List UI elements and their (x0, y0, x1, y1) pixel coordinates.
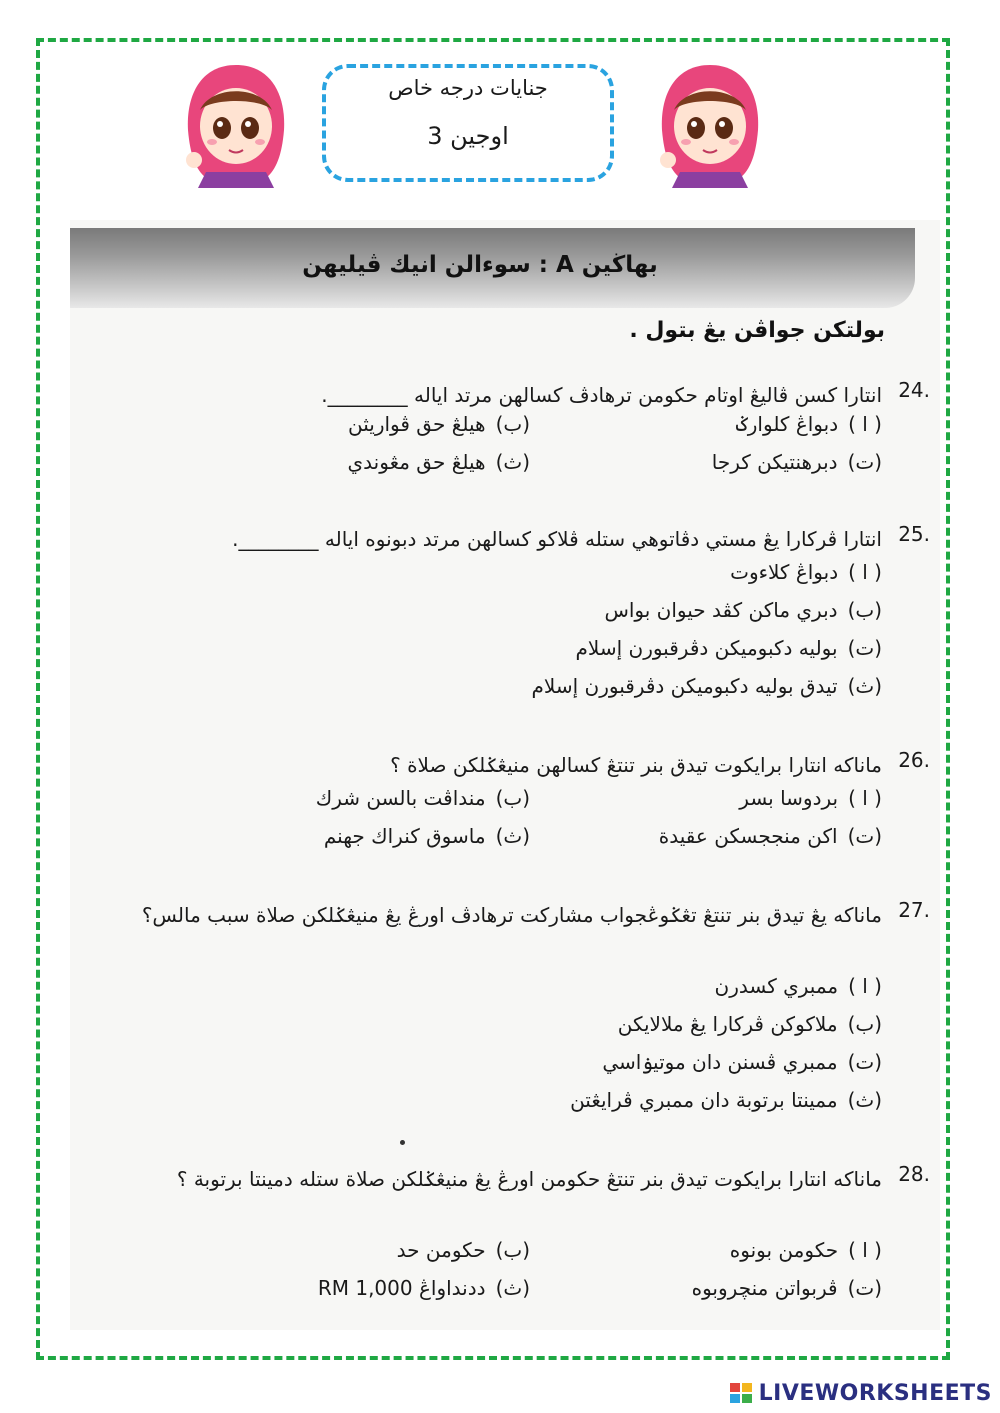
option-d[interactable] (570, 1088, 882, 1112)
question-28 (90, 1162, 930, 1322)
option-a[interactable] (736, 412, 882, 436)
option-label: (ب) (495, 412, 530, 436)
option-label: (ث) (495, 450, 530, 474)
option-text: ممينتا برتوبة دان ممبري ڤرايڠتن (570, 1088, 838, 1112)
option-label: (ب) (847, 1012, 882, 1036)
question-27 (90, 898, 930, 1128)
option-text: دبرهنتيكن كرجا (711, 450, 838, 474)
option-label: ( ا ) (848, 786, 882, 810)
option-text: ممبري ڤسنن دان موتيۏاسي (602, 1050, 838, 1074)
option-b[interactable] (348, 412, 530, 436)
option-d[interactable] (318, 1276, 530, 1300)
option-b[interactable] (397, 1238, 530, 1262)
option-label: (ت) (847, 824, 882, 848)
option-c[interactable] (576, 636, 882, 660)
option-a[interactable] (715, 974, 882, 998)
option-text: هيلڠ حق ڤواريثن (348, 412, 486, 436)
liveworksheets-logo[interactable] (729, 1378, 992, 1408)
option-text: دبواڠ كلاءوت (730, 560, 839, 584)
question-stem: انتارا كسن ڤاليڠ اوتام حكومن ترهادڤ كسالهن مرتد اياله ________. (321, 383, 882, 407)
option-text: ممبري كسدرن (714, 974, 839, 998)
option-d[interactable] (532, 674, 882, 698)
option-label: ( ا ) (848, 412, 882, 436)
option-text: بردوسا بسر (739, 786, 839, 810)
option-text: حكومن حد (396, 1238, 486, 1262)
option-label: ( ا ) (848, 560, 882, 584)
question-stem: ماناكه انتارا برايكوت تيدق بنر تنتڠ حكومن اورڠ يڠ منيڠݢلكن صلاة ستله دمينتا برتوبة ؟ (176, 1167, 882, 1191)
exam-subject-title: جنايات درجه خاص (388, 76, 548, 100)
option-a[interactable] (730, 1238, 882, 1262)
option-label: (ب) (495, 1238, 530, 1262)
option-text: هيلڠ حق مڠوندي (347, 450, 486, 474)
option-text: دبواڠ كلوارݢ (736, 412, 839, 436)
option-a[interactable] (739, 786, 882, 810)
option-c[interactable] (602, 1050, 882, 1074)
option-label: ( ا ) (848, 1238, 882, 1262)
liveworksheets-logo-text: LIVEWORKSHEETS (758, 1380, 992, 1406)
option-label: (ث) (847, 1088, 882, 1112)
option-text: ددنداواڠ RM 1,000 (317, 1276, 486, 1300)
option-text: ماسوق كنراك جهنم (323, 824, 486, 848)
girl-illustration-left (176, 60, 296, 190)
section-title: بهاڬين A : سوءالن انيك ڤيليهن (302, 252, 658, 278)
liveworksheets-logo-icon (729, 1382, 753, 1404)
question-stem: ماناكه يڠ تيدق بنر تنتڠ تڠݢوڠجواب مشاركت ترهادڤ اورڠ يڠ منيڠݢلكن صلاة سبب مالس؟ (141, 903, 882, 927)
option-text: تيدق بوليه دكبوميكن دڤرقبورن إسلام (531, 674, 838, 698)
option-label: (ث) (495, 824, 530, 848)
option-b[interactable] (604, 598, 882, 622)
option-c[interactable] (692, 1276, 882, 1300)
question-stem: ماناكه انتارا برايكوت تيدق بنر تنتڠ كسالهن منيڠݢلكن صلاة ؟ (390, 753, 882, 777)
question-number: 26. (898, 748, 930, 772)
question-24 (90, 378, 930, 488)
option-label: (ث) (847, 674, 882, 698)
option-label: (ت) (847, 1050, 882, 1074)
option-text: ملاكوكن ڤركارا يڠ ملالايكن (617, 1012, 838, 1036)
question-25 (90, 522, 930, 712)
option-text: حكومن بونوه (729, 1238, 839, 1262)
option-c[interactable] (712, 450, 882, 474)
question-number: 25. (898, 522, 930, 546)
option-text: ڤربواتن منچروبوه (691, 1276, 838, 1300)
option-b[interactable] (316, 786, 530, 810)
girl-illustration-right (650, 60, 770, 190)
question-number: 28. (898, 1162, 930, 1186)
option-text: اكن منججسكن عقيدة (658, 824, 838, 848)
option-label: (ب) (495, 786, 530, 810)
option-label: (ث) (495, 1276, 530, 1300)
exam-number-title: اوجين 3 (427, 122, 509, 150)
option-label: (ت) (847, 450, 882, 474)
option-b[interactable] (618, 1012, 882, 1036)
question-26 (90, 748, 930, 858)
option-d[interactable] (324, 824, 530, 848)
instruction-text: بولتكن جواڤن يڠ بتول . (629, 318, 885, 343)
question-stem: انتارا ڤركارا يڠ مستي دڤاتوهي ستله ڤلاكو كسالهن مرتد دبونوه اياله ________. (232, 527, 882, 551)
question-number: 27. (898, 898, 930, 922)
option-label: (ت) (847, 636, 882, 660)
option-text: دبري ماكن كڤد حيوان بواس (604, 598, 838, 622)
option-text: بوليه دكبوميكن دڤرقبورن إسلام (575, 636, 838, 660)
option-d[interactable] (348, 450, 530, 474)
question-number: 24. (898, 378, 930, 402)
option-label: (ت) (847, 1276, 882, 1300)
option-a[interactable] (730, 560, 882, 584)
title-box (322, 64, 614, 182)
option-text: منداڤت بالسن شرك (315, 786, 486, 810)
option-label: ( ا ) (848, 974, 882, 998)
scan-speck (400, 1140, 405, 1145)
option-c[interactable] (659, 824, 882, 848)
option-label: (ب) (847, 598, 882, 622)
